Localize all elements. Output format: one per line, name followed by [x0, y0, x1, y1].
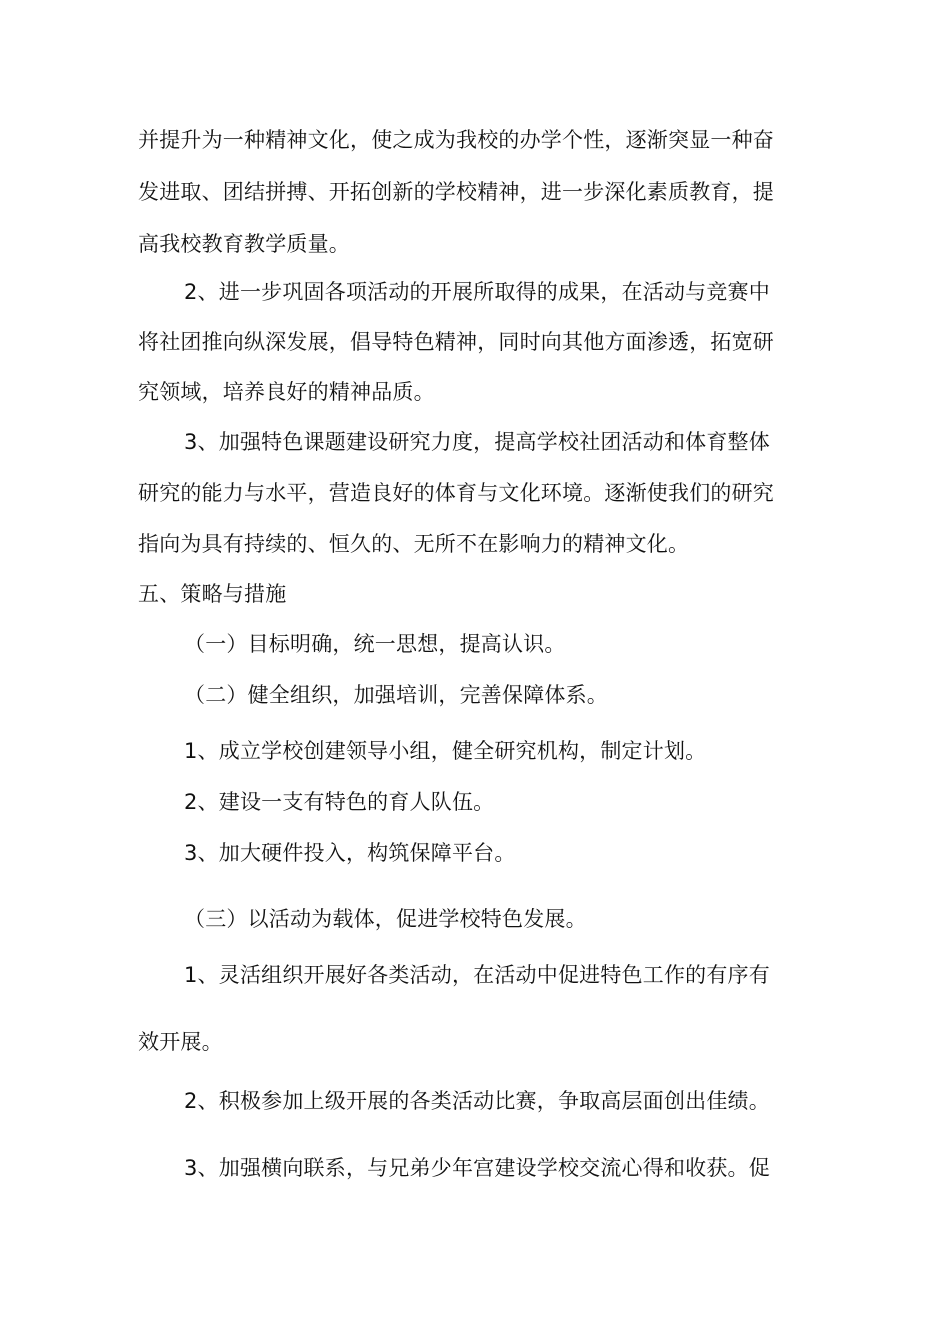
subsection-3-item-1-line-2: 效开展。	[138, 1030, 223, 1054]
subsection-3-heading: （三）以活动为载体，促进学校特色发展。	[184, 907, 587, 931]
paragraph-1-line-3: 高我校教育教学质量。	[138, 232, 350, 256]
paragraph-2-line-2: 将社团推向纵深发展，倡导特色精神，同时向其他方面渗透，拓宽研	[138, 330, 774, 354]
paragraph-3-line-2: 研究的能力与水平，营造良好的体育与文化环境。逐渐使我们的研究	[138, 481, 774, 505]
subsection-2-heading: （二）健全组织，加强培训，完善保障体系。	[184, 683, 608, 707]
subsection-3-item-2: 2、积极参加上级开展的各类活动比赛，争取高层面创出佳绩。	[184, 1089, 770, 1113]
paragraph-2-line-3: 究领域，培养良好的精神品质。	[138, 380, 435, 404]
subsection-3-item-1-line-1: 1、灵活组织开展好各类活动，在活动中促进特色工作的有序有	[184, 963, 770, 987]
section-5-heading: 五、策略与措施	[138, 582, 287, 606]
paragraph-1-line-2: 发进取、团结拼搏、开拓创新的学校精神，进一步深化素质教育，提	[138, 180, 774, 204]
subsection-2-item-1: 1、成立学校创建领导小组，健全研究机构，制定计划。	[184, 739, 707, 763]
subsection-2-item-2: 2、建设一支有特色的育人队伍。	[184, 790, 495, 814]
paragraph-1-line-1: 并提升为一种精神文化，使之成为我校的办学个性，逐渐突显一种奋	[138, 128, 774, 152]
subsection-3-item-3: 3、加强横向联系，与兄弟少年宫建设学校交流心得和收获。促	[184, 1156, 770, 1180]
paragraph-3-line-1: 3、加强特色课题建设研究力度，提高学校社团活动和体育整体	[184, 430, 770, 454]
subsection-2-item-3: 3、加大硬件投入，构筑保障平台。	[184, 841, 516, 865]
subsection-1-heading: （一）目标明确，统一思想，提高认识。	[184, 632, 566, 656]
paragraph-3-line-3: 指向为具有持续的、恒久的、无所不在影响力的精神文化。	[138, 532, 690, 556]
paragraph-2-line-1: 2、进一步巩固各项活动的开展所取得的成果，在活动与竞赛中	[184, 280, 770, 304]
